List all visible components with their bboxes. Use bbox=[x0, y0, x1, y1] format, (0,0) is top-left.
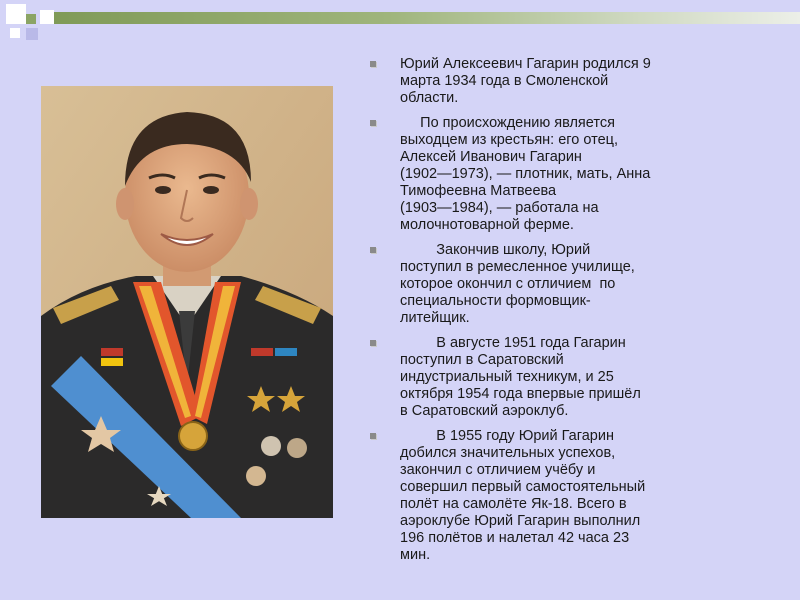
bullet-icon bbox=[370, 247, 376, 253]
list-item bbox=[370, 242, 710, 327]
bio-list bbox=[370, 56, 710, 572]
paragraph-birth: Юрий Алексеевич Гагарин родился 9 марта 1934 года в Смоленской области. bbox=[400, 56, 651, 106]
bullet-icon bbox=[370, 433, 376, 439]
paragraph-technikum: В августе 1951 года Гагарин поступил в Саратовский индустриальный техникум, и 25 октября 1954 года впервые пришёл в Саратовский аэроклуб. bbox=[400, 335, 641, 419]
portrait-illustration bbox=[41, 86, 333, 518]
decor-square bbox=[26, 28, 38, 40]
paragraph-flight: В 1955 году Юрий Гагарин добился значительных успехов, закончил с отличием учёбу и совершил первый самостоятельный полёт на самолёте Як-18. Всего в аэроклубе Юрий Гагарин выполнил 196 полётов и налетал 42 часа 23 мин. bbox=[400, 428, 646, 563]
bullet-icon bbox=[370, 61, 376, 67]
decor-square bbox=[6, 4, 26, 24]
decor-square bbox=[40, 10, 54, 24]
paragraph-origin: По происхождению является выходцем из крестьян: его отец, Алексей Иванович Гагарин (1902—1973), — плотник, мать, Анна Тимофеевна Матвеева (1903—1984), — работала на молочнотоварной ферме. bbox=[400, 115, 651, 233]
bullet-icon bbox=[370, 120, 376, 126]
portrait-photo bbox=[41, 86, 333, 518]
list-item bbox=[370, 335, 710, 420]
list-item bbox=[370, 56, 710, 107]
decor-square bbox=[10, 28, 20, 38]
list-item bbox=[370, 428, 710, 564]
list-item bbox=[370, 115, 710, 234]
header-decoration-bar bbox=[52, 12, 800, 24]
bullet-icon bbox=[370, 340, 376, 346]
paragraph-school: Закончив школу, Юрий поступил в ремесленное училище, которое окончил с отличием по специальности формовщик- литейщик. bbox=[400, 242, 635, 326]
decor-square bbox=[26, 14, 36, 24]
